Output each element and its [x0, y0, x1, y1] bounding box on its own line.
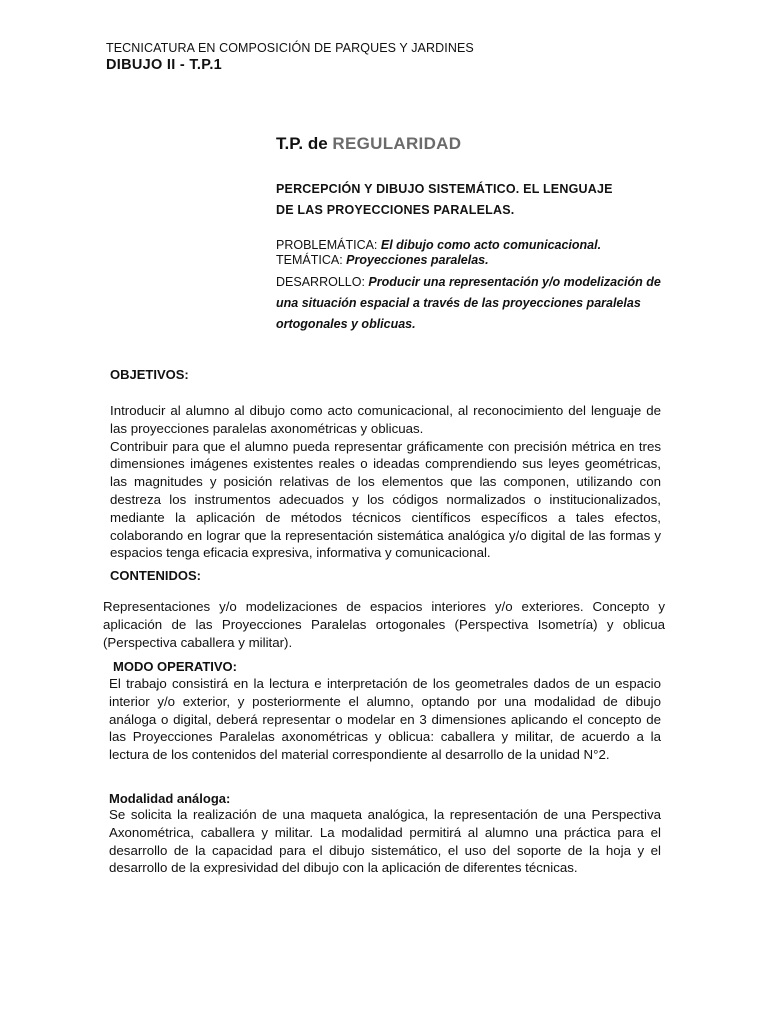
modo-operativo-heading: MODO OPERATIVO:	[113, 659, 237, 674]
problematica-value: El dibujo como acto comunicacional.	[380, 238, 602, 252]
objetivos-body	[110, 402, 661, 562]
meta-problematica	[276, 238, 676, 253]
title-prefix: T.P. de	[276, 134, 333, 153]
desarrollo-label: DESARROLLO:	[276, 275, 369, 289]
tematica-label: TEMÁTICA:	[276, 253, 347, 267]
meta-tematica	[276, 253, 676, 268]
modalidad-analoga-paragraph-1: Se solicita la realización de una maqueta analógica, la representación de una Perspectiva Axonométrica, caballera y militar. La modalidad permitirá al alumno una práctica para el desarrollo de la capacidad para el dibujo sistemático, el uso del soporte de la hoja y el desarrollo de la expresividad del dibujo con la aplicación de diferentes técnicas.	[109, 807, 661, 876]
modo-operativo-paragraph-1: El trabajo consistirá en la lectura e interpretación de los geometrales dados de un espacio interior y/o exterior, y posteriormente el alumno, optando por una modalidad de dibujo análoga o digital, deberá representar o modelar en 3 dimensiones aplicando el concepto de las Proyecciones Paralelas axonométricas y oblicua: caballera y militar, de acuerdo a la lectura de los contenidos del material correspondiente al desarrollo de la unidad N°2.	[109, 676, 661, 763]
objetivos-paragraph-1: Introducir al alumno al dibujo como acto comunicacional, al reconocimiento del lenguaje de las proyecciones paralelas axonométricas y oblicuas.	[110, 403, 661, 436]
modalidad-analoga-heading: Modalidad análoga:	[109, 791, 231, 806]
header-subject: DIBUJO II - T.P.1	[106, 57, 223, 73]
modalidad-analoga-body	[109, 806, 661, 877]
contenidos-heading: CONTENIDOS:	[110, 568, 201, 583]
modo-operativo-body	[109, 675, 661, 764]
meta-desarrollo	[276, 272, 676, 335]
contenidos-paragraph-1: Representaciones y/o modelizaciones de espacios interiores y/o exteriores. Concepto y aplicación de las Proyecciones Paralelas ortogonales (Perspectiva Isometría) y oblicua (Perspectiva caballera y militar).	[103, 599, 665, 650]
subtitle-line-1: PERCEPCIÓN Y DIBUJO SISTEMÁTICO. EL LENGUAJE	[276, 182, 613, 196]
subtitle-line-2: DE LAS PROYECCIONES PARALELAS.	[276, 203, 515, 217]
meta-block	[276, 238, 676, 268]
header-course-name: TECNICATURA EN COMPOSICIÓN DE PARQUES Y JARDINES	[106, 41, 474, 55]
contenidos-body	[103, 598, 665, 651]
problematica-label: PROBLEMÁTICA:	[276, 238, 381, 252]
objetivos-paragraph-2: Contribuir para que el alumno pueda representar gráficamente con precisión métrica en tres dimensiones imágenes existentes reales o ideadas comprendiendo sus leyes geométricas, las magnitudes y posición relativas de los elementos que las componen, utilizando con destreza los instrumentos adecuados y los códigos normalizados o institucionalizados, mediante la aplicación de métodos técnicos científicos específicos a tales efectos, colaborando en lograr que la representación sistemática analógica y/o digital de las formas y espacios tenga eficacia expresiva, informativa y comunicacional.	[110, 438, 661, 561]
subtitle	[276, 179, 613, 221]
objetivos-heading: OBJETIVOS:	[110, 367, 189, 382]
tematica-value: Proyecciones paralelas.	[346, 253, 489, 267]
title-accent: REGULARIDAD	[332, 134, 462, 153]
page-title	[276, 134, 461, 154]
desarrollo-value: Producir una representación y/o modelización de una situación espacial a través de las proyecciones paralelas ortogonales y oblicuas.	[276, 275, 661, 331]
